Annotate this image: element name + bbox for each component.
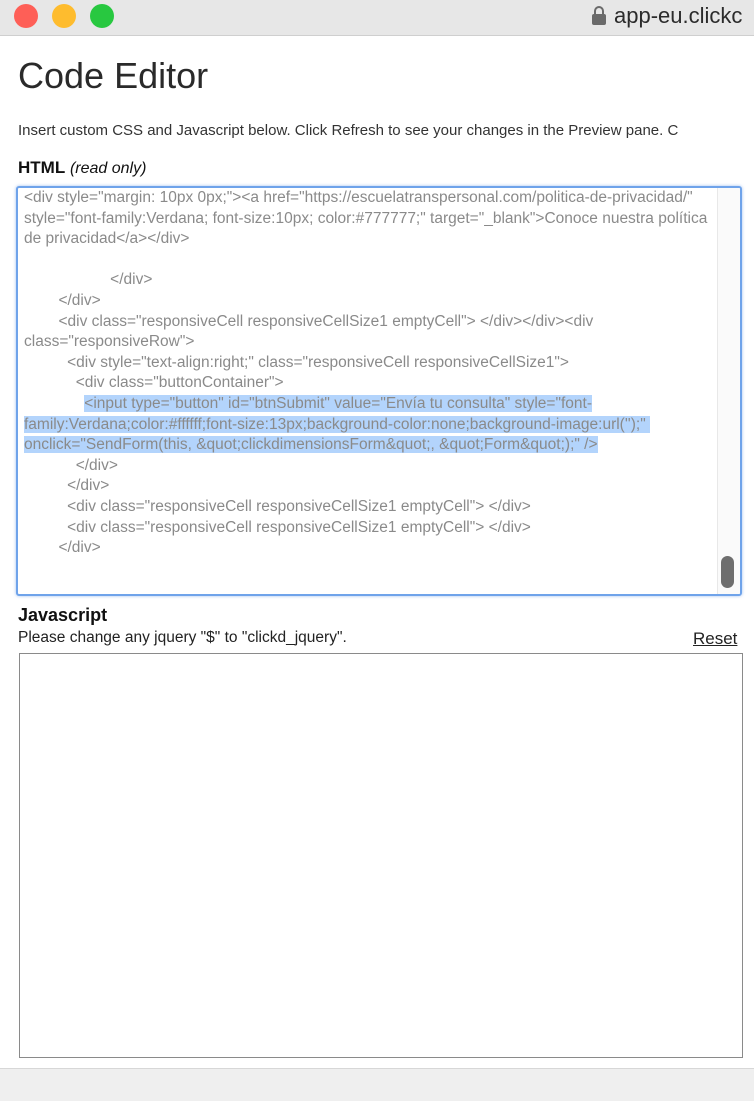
browser-titlebar xyxy=(0,0,754,36)
html-section-label xyxy=(18,158,146,178)
url-text: app-eu.clickc xyxy=(614,3,743,28)
instructions-text: Insert custom CSS and Javascript below. Click Refresh to see your changes in the Preview pane. C xyxy=(18,122,679,139)
html-label: HTML xyxy=(18,158,66,177)
scrollbar-thumb[interactable] xyxy=(721,556,734,588)
html-code[interactable] xyxy=(24,188,708,559)
html-code-editor[interactable] xyxy=(16,186,742,596)
lock-icon xyxy=(592,6,606,25)
maximize-window-button[interactable] xyxy=(90,4,114,28)
jquery-note: Please change any jquery "$" to "clickd_jquery". xyxy=(18,629,347,646)
html-editor-scrollbar[interactable] xyxy=(717,188,740,594)
code-after-selection: </div> </div> <div class="responsiveCell responsiveCellSize1 emptyCell"> </div> <div class="responsiveCell responsiveCellSize1 emptyCell"> </div> </div> xyxy=(58,456,531,557)
address-bar[interactable] xyxy=(592,2,742,30)
bottom-bar xyxy=(0,1068,754,1101)
close-window-button[interactable] xyxy=(14,4,38,28)
code-before-selection: <div style="margin: 10px 0px;"><a href="https://escuelatranspersonal.com/politica-de-privacidad/" style="font-family:Verdana; font-size:10px; color:#777777;" target="_blank">Conoce nuestra política de privacidad</a></div> </div> </div> <div class="responsiveCell responsiveCellSize1 emptyCell"> </div></div><div class="responsiveRow"> <div style="text-align:right;" class="responsiveCell responsiveCellSize1"> <div class="buttonContainer"> xyxy=(24,189,708,392)
page-title: Code Editor xyxy=(18,55,209,96)
javascript-label: Javascript xyxy=(18,605,108,625)
minimize-window-button[interactable] xyxy=(52,4,76,28)
javascript-editor[interactable] xyxy=(19,653,743,1058)
reset-link[interactable]: Reset xyxy=(693,629,738,648)
read-only-note: (read only) xyxy=(69,160,147,177)
selected-code: <input type="button" id="btnSubmit" value="Envía tu consulta" style="font-family:Verdana;color:#ffffff;font-size:13px;background-color:none;background-image:url('');" onclick="SendForm(this, &quot;clickdimensionsForm&quot;, &quot;Form&quot;);" /> xyxy=(24,394,651,454)
